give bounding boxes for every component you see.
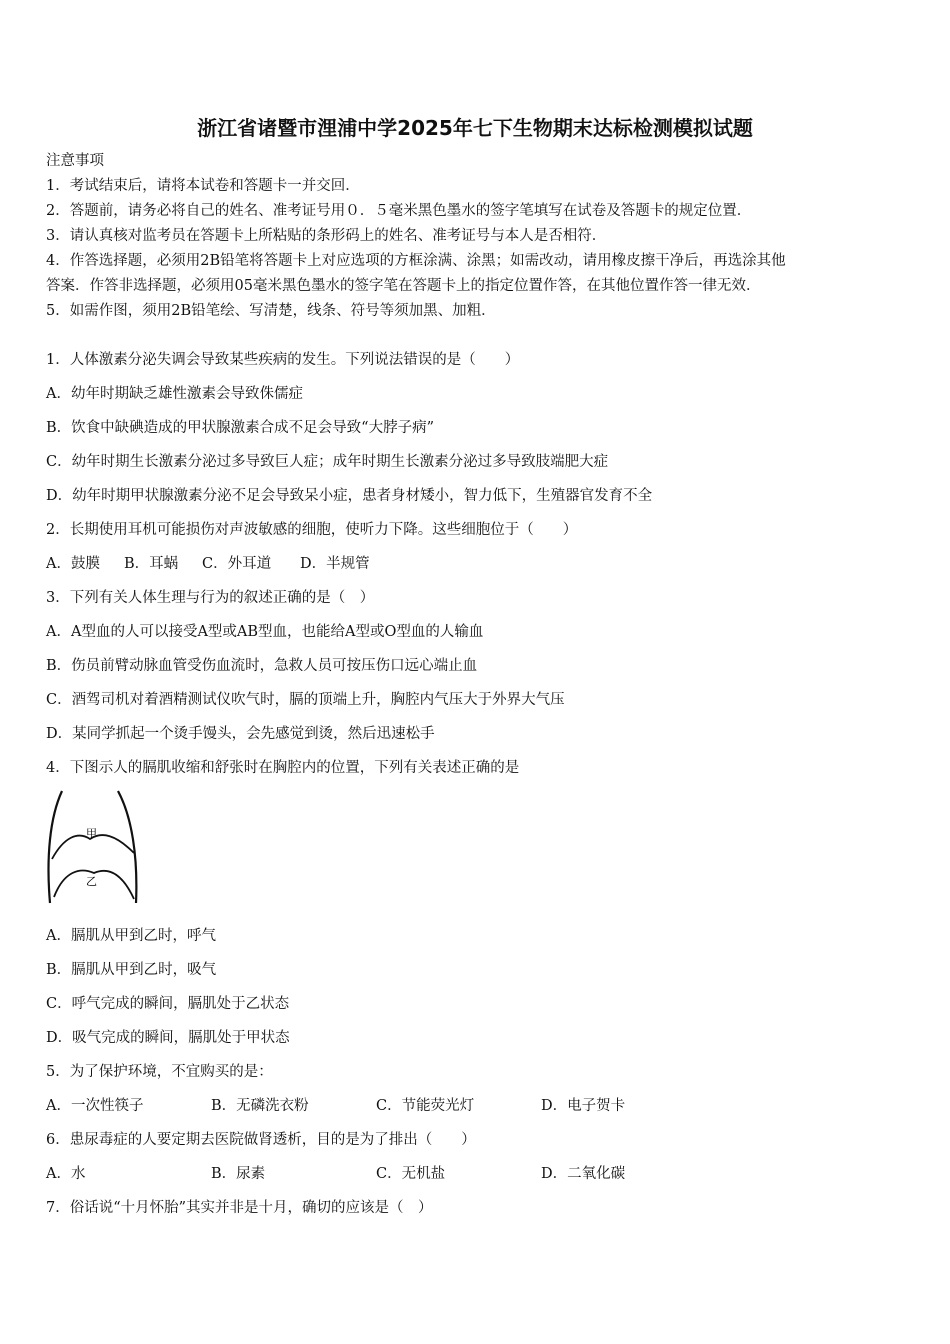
question-1-stem: 1．人体激素分泌失调会导致某些疾病的发生。下列说法错误的是（ ） — [46, 352, 520, 368]
question-1-option-a: A．幼年时期缺乏雄性激素会导致侏儒症 — [46, 386, 303, 402]
question-1-option-c: C．幼年时期生长激素分泌过多导致巨人症；成年时期生长激素分泌过多导致肢端肥大症 — [46, 454, 609, 470]
question-4-option-c: C．呼气完成的瞬间，膈肌处于乙状态 — [46, 996, 290, 1012]
question-6-options — [46, 1164, 625, 1184]
question-5-stem: 5．为了保护环境，不宜购买的是： — [46, 1064, 273, 1080]
question-5-options — [46, 1096, 625, 1116]
question-4-option-b: B．膈肌从甲到乙时，吸气 — [46, 962, 217, 978]
notes-item: 答案．作答非选择题，必须用05毫米黑色墨水的签字笔在答题卡上的指定位置作答，在其他位置作答一律无效． — [46, 278, 761, 294]
notes-item: 5．如需作图，须用2B铅笔绘、写清楚，线条、符号等须加黑、加粗． — [46, 303, 496, 319]
diaphragm-diagram — [44, 787, 144, 907]
question-5-option-c: C．节能荧光灯 — [376, 1098, 475, 1114]
diaphragm-label-jia: 甲 — [86, 827, 97, 840]
question-3-option-c: C．酒驾司机对着酒精测试仪吹气时，膈的顶端上升，胸腔内气压大于外界大气压 — [46, 692, 565, 708]
question-1-option-d: D．幼年时期甲状腺激素分泌不足会导致呆小症，患者身材矮小，智力低下，生殖器官发育不全 — [46, 488, 653, 504]
question-3-option-a: A．A型血的人可以接受A型或AB型血，也能给A型或O型血的人输血 — [46, 624, 484, 640]
notes-item: 2．答题前，请务必将自己的姓名、准考证号用０．５毫米黑色墨水的签字笔填写在试卷及答题卡的规定位置． — [46, 203, 752, 219]
question-5-option-a: A．一次性筷子 — [46, 1098, 144, 1114]
question-4-option-a: A．膈肌从甲到乙时，呼气 — [46, 928, 216, 944]
question-6-option-a: A．水 — [46, 1166, 86, 1182]
notes-item: 1．考试结束后，请将本试卷和答题卡一并交回． — [46, 178, 360, 194]
diaphragm-label-yi: 乙 — [86, 875, 97, 888]
question-3-stem: 3．下列有关人体生理与行为的叙述正确的是（ ） — [46, 590, 375, 606]
question-2-option-a: A．鼓膜 — [46, 556, 100, 572]
question-2-option-c: C．外耳道 — [202, 556, 272, 572]
question-1-option-b: B．饮食中缺碘造成的甲状腺激素合成不足会导致“大脖子病” — [46, 420, 434, 436]
question-3-option-b: B．伤员前臂动脉血管受伤血流时，急救人员可按压伤口远心端止血 — [46, 658, 478, 674]
question-6-option-b: B．尿素 — [211, 1166, 266, 1182]
question-5-option-b: B．无磷洗衣粉 — [211, 1098, 309, 1114]
question-2-option-b: B．耳蜗 — [124, 556, 179, 572]
question-2-stem: 2．长期使用耳机可能损伤对声波敏感的细胞，使听力下降。这些细胞位于（ ） — [46, 522, 578, 538]
question-6-stem: 6．患尿毒症的人要定期去医院做肾透析，目的是为了排出（ ） — [46, 1132, 476, 1148]
notes-item: 3．请认真核对监考员在答题卡上所粘贴的条形码上的姓名、准考证号与本人是否相符． — [46, 228, 607, 244]
question-2-options — [46, 554, 370, 574]
notes-heading: 注意事项 — [46, 153, 104, 169]
question-4-option-d: D．吸气完成的瞬间，膈肌处于甲状态 — [46, 1030, 290, 1046]
page-title: 浙江省诸暨市浬浦中学2025年七下生物期末达标检测模拟试题 — [197, 116, 753, 140]
diaphragm-figure — [44, 787, 144, 907]
question-4-stem: 4．下图示人的膈肌收缩和舒张时在胸腔内的位置，下列有关表述正确的是 — [46, 760, 520, 776]
question-5-option-d: D．电子贺卡 — [541, 1098, 626, 1114]
question-2-option-d: D．半规管 — [300, 556, 370, 572]
question-6-option-c: C．无机盐 — [376, 1166, 446, 1182]
notes-item: 4．作答选择题，必须用2B铅笔将答题卡上对应选项的方框涂满、涂黑；如需改动，请用橡皮擦干净后，再选涂其他 — [46, 253, 786, 269]
question-3-option-d: D．某同学抓起一个烫手馒头，会先感觉到烫，然后迅速松手 — [46, 726, 435, 742]
question-6-option-d: D．二氧化碳 — [541, 1166, 626, 1182]
question-7-stem: 7．俗话说“十月怀胎”其实并非是十月，确切的应该是（ ） — [46, 1200, 433, 1216]
